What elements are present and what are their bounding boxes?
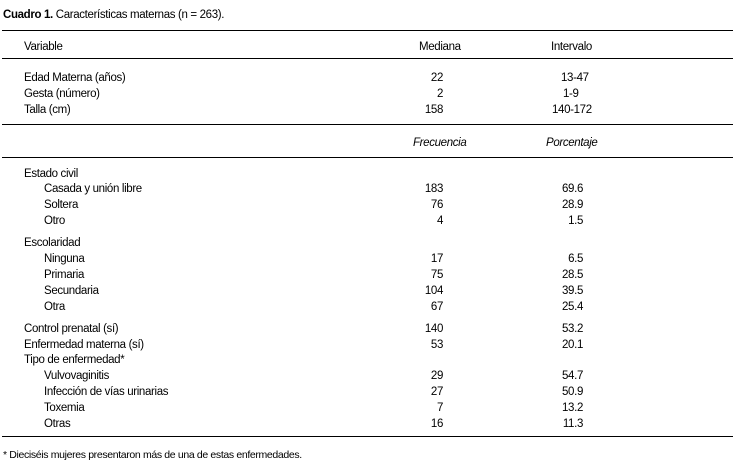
row-porcentaje: 13.2 [562,402,583,414]
row-porcentaje: 6.5 [568,253,583,265]
row-frecuencia: 7 [436,402,443,414]
row-porcentaje: 39.5 [562,285,583,297]
row-frecuencia: 53 [430,339,443,351]
row-label: Soltera [44,199,78,211]
row-frecuencia: 29 [430,370,443,382]
row-mediana: 2 [436,88,443,100]
row-label: Casada y unión libre [44,183,142,195]
row-label: Primaria [44,269,85,281]
header2-rule [2,157,733,158]
row-label: Edad Materna (años) [24,72,126,84]
row-intervalo: 1-9 [563,88,579,100]
header-frecuencia: Frecuencia [413,137,467,149]
row-frecuencia: 27 [430,386,443,398]
row-porcentaje: 54.7 [562,370,583,382]
row-label: Enfermedad materna (sí) [24,339,144,351]
row-mediana: 158 [424,104,443,116]
group-escolaridad: Escolaridad [24,237,81,249]
row-label: Control prenatal (sí) [24,323,119,335]
header-mediana: Mediana [419,41,461,53]
row-porcentaje: 50.9 [562,386,583,398]
row-label: Ninguna [44,253,85,265]
top-rule [2,30,733,31]
row-label: Otras [44,418,71,430]
row-label: Otro [44,215,65,227]
section-rule [2,124,733,125]
row-mediana: 22 [430,72,443,84]
table-caption [3,8,224,22]
row-porcentaje: 25.4 [562,301,583,313]
row-frecuencia: 140 [424,323,443,335]
row-intervalo: 13-47 [561,72,589,84]
footnote: * Dieciséis mujeres presentaron más de una de estas enfermedades. [3,449,302,461]
row-porcentaje: 53.2 [562,323,583,335]
row-frecuencia: 76 [430,199,443,211]
row-porcentaje: 69.6 [562,183,583,195]
row-porcentaje: 28.5 [562,269,583,281]
header-rule [2,58,733,59]
row-label: Secundaria [44,285,99,297]
row-frecuencia: 67 [430,301,443,313]
row-frecuencia: 75 [430,269,443,281]
row-label: Toxemia [44,402,85,414]
row-intervalo: 140-172 [552,104,592,116]
row-label: Infección de vías urinarias [44,386,169,398]
row-frecuencia: 104 [424,285,443,297]
row-porcentaje: 20.1 [562,339,583,351]
row-label: Vulvovaginitis [44,370,109,382]
row-frecuencia: 183 [424,183,443,195]
row-frecuencia: 4 [436,215,443,227]
header-porcentaje: Porcentaje [546,137,598,149]
row-label: Gesta (número) [24,88,100,100]
row-porcentaje: 1.5 [568,215,583,227]
caption-label: Cuadro 1. [3,9,53,21]
header-variable: Variable [24,41,63,53]
bottom-rule [2,436,733,437]
row-porcentaje: 28.9 [562,199,583,211]
row-frecuencia: 17 [430,253,443,265]
header-intervalo: Intervalo [551,41,592,53]
row-porcentaje: 11.3 [562,418,583,430]
row-frecuencia: 16 [430,418,443,430]
group-tipo-enfermedad: Tipo de enfermedad* [24,354,125,366]
row-label: Otra [44,301,65,313]
group-estado-civil: Estado civil [24,168,78,180]
row-label: Talla (cm) [24,104,71,116]
caption-text: Características maternas (n = 263). [55,9,225,21]
